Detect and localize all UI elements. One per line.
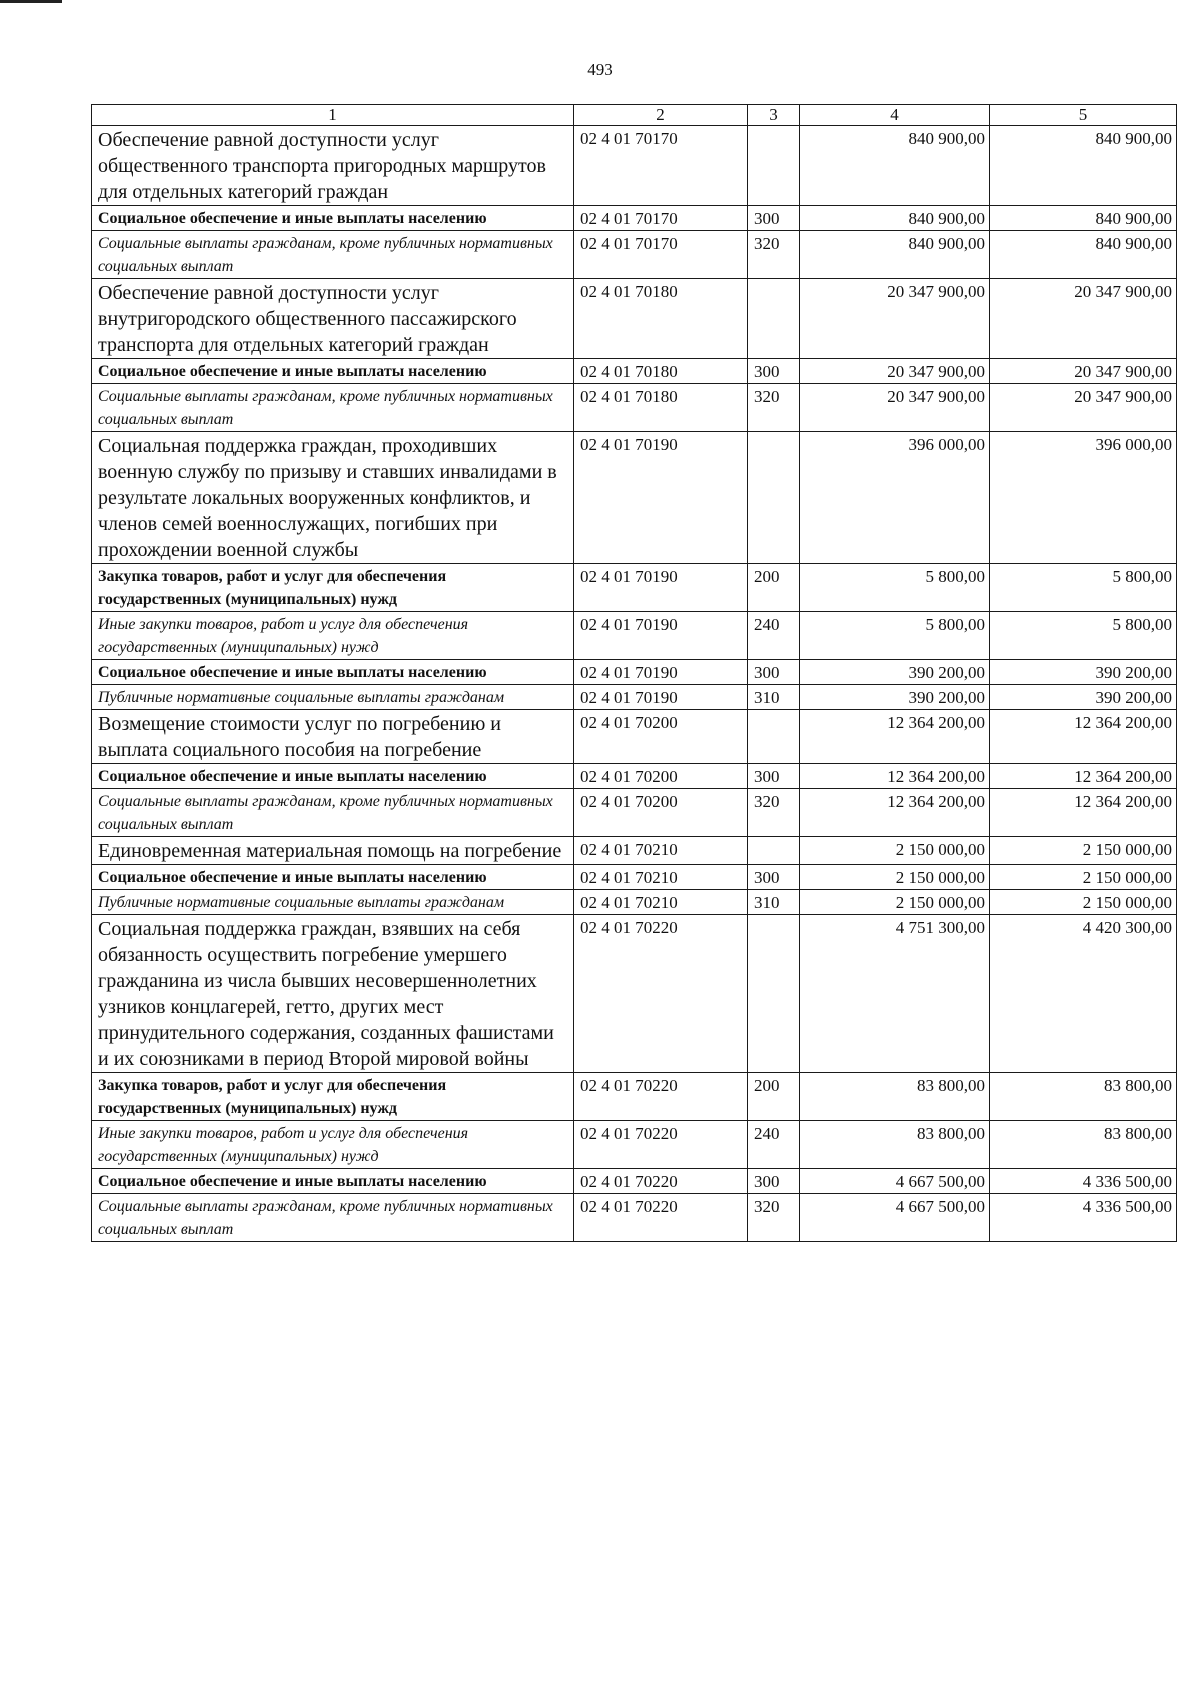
table-body [92,126,1177,1242]
table-row [92,1121,1177,1169]
cell-amount-year-1: 4 751 300,00 [800,915,990,1073]
cell-code: 02 4 01 70180 [574,384,748,432]
cell-code: 02 4 01 70190 [574,685,748,710]
cell-amount-year-1: 5 800,00 [800,564,990,612]
table-row [92,231,1177,279]
cell-name: Обеспечение равной доступности услуг внутригородского общественного пассажирского транспорта для отдельных категорий граждан [92,279,574,359]
header-col-1: 1 [92,105,574,126]
cell-code: 02 4 01 70170 [574,206,748,231]
cell-amount-year-2: 2 150 000,00 [990,890,1177,915]
cell-name: Социальное обеспечение и иные выплаты населению [92,764,574,789]
cell-expense-type: 320 [748,1194,800,1242]
header-row [92,105,1177,126]
cell-name: Социальное обеспечение и иные выплаты населению [92,660,574,685]
cell-amount-year-1: 840 900,00 [800,231,990,279]
cell-name: Социальные выплаты гражданам, кроме публичных нормативных социальных выплат [92,384,574,432]
cell-name: Обеспечение равной доступности услуг общественного транспорта пригородных маршрутов для отдельных категорий граждан [92,126,574,206]
cell-name: Социальные выплаты гражданам, кроме публичных нормативных социальных выплат [92,231,574,279]
cell-amount-year-2: 390 200,00 [990,685,1177,710]
cell-amount-year-1: 2 150 000,00 [800,890,990,915]
cell-expense-type [748,915,800,1073]
cell-name: Социальные выплаты гражданам, кроме публичных нормативных социальных выплат [92,1194,574,1242]
cell-expense-type: 300 [748,359,800,384]
cell-name: Социальные выплаты гражданам, кроме публичных нормативных социальных выплат [92,789,574,837]
cell-expense-type: 310 [748,685,800,710]
cell-amount-year-1: 83 800,00 [800,1121,990,1169]
cell-name: Иные закупки товаров, работ и услуг для обеспечения государственных (муниципальных) нужд [92,612,574,660]
cell-expense-type: 300 [748,206,800,231]
cell-amount-year-1: 396 000,00 [800,432,990,564]
table-row [92,789,1177,837]
table-header [92,105,1177,126]
cell-amount-year-1: 12 364 200,00 [800,789,990,837]
cell-name: Единовременная материальная помощь на погребение [92,837,574,865]
cell-name: Публичные нормативные социальные выплаты гражданам [92,890,574,915]
cell-expense-type [748,432,800,564]
cell-expense-type: 300 [748,865,800,890]
table-row [92,837,1177,865]
cell-expense-type: 310 [748,890,800,915]
budget-table [91,104,1177,1242]
table-row [92,279,1177,359]
cell-name: Иные закупки товаров, работ и услуг для обеспечения государственных (муниципальных) нужд [92,1121,574,1169]
cell-code: 02 4 01 70200 [574,789,748,837]
cell-code: 02 4 01 70170 [574,231,748,279]
cell-name: Публичные нормативные социальные выплаты гражданам [92,685,574,710]
table-row [92,710,1177,764]
cell-amount-year-2: 840 900,00 [990,126,1177,206]
cell-code: 02 4 01 70190 [574,432,748,564]
cell-name: Социальное обеспечение и иные выплаты населению [92,206,574,231]
cell-amount-year-2: 83 800,00 [990,1073,1177,1121]
header-col-2: 2 [574,105,748,126]
cell-amount-year-2: 2 150 000,00 [990,837,1177,865]
table-row [92,432,1177,564]
cell-expense-type: 200 [748,1073,800,1121]
table-row [92,206,1177,231]
table-row [92,1194,1177,1242]
cell-expense-type: 320 [748,384,800,432]
cell-amount-year-1: 390 200,00 [800,685,990,710]
cell-expense-type [748,837,800,865]
cell-code: 02 4 01 70210 [574,837,748,865]
cell-amount-year-2: 20 347 900,00 [990,279,1177,359]
cell-amount-year-2: 5 800,00 [990,612,1177,660]
cell-code: 02 4 01 70190 [574,660,748,685]
scan-corner-mark [0,0,62,3]
table-row [92,915,1177,1073]
cell-code: 02 4 01 70210 [574,890,748,915]
cell-amount-year-2: 12 364 200,00 [990,789,1177,837]
table-row [92,1073,1177,1121]
cell-name: Закупка товаров, работ и услуг для обеспечения государственных (муниципальных) нужд [92,1073,574,1121]
cell-name: Социальное обеспечение и иные выплаты населению [92,359,574,384]
cell-expense-type: 320 [748,789,800,837]
cell-code: 02 4 01 70190 [574,564,748,612]
cell-name: Социальная поддержка граждан, проходивших военную службу по призыву и ставших инвалидами в результате локальных вооруженных конфликтов, и членов семей военнослужащих, погибших при прохождении военной службы [92,432,574,564]
cell-expense-type: 240 [748,1121,800,1169]
cell-name: Возмещение стоимости услуг по погребению и выплата социального пособия на погребение [92,710,574,764]
cell-expense-type: 320 [748,231,800,279]
cell-amount-year-1: 12 364 200,00 [800,710,990,764]
cell-code: 02 4 01 70210 [574,865,748,890]
cell-amount-year-2: 840 900,00 [990,231,1177,279]
cell-code: 02 4 01 70190 [574,612,748,660]
header-col-5: 5 [990,105,1177,126]
cell-name: Социальное обеспечение и иные выплаты населению [92,1169,574,1194]
cell-code: 02 4 01 70180 [574,279,748,359]
page-number: 493 [587,60,613,79]
cell-code: 02 4 01 70220 [574,1169,748,1194]
cell-amount-year-1: 20 347 900,00 [800,279,990,359]
cell-expense-type [748,710,800,764]
cell-code: 02 4 01 70200 [574,710,748,764]
table-row [92,612,1177,660]
cell-name: Социальное обеспечение и иные выплаты населению [92,865,574,890]
cell-expense-type: 200 [748,564,800,612]
cell-amount-year-1: 390 200,00 [800,660,990,685]
cell-expense-type: 240 [748,612,800,660]
cell-amount-year-2: 4 336 500,00 [990,1169,1177,1194]
cell-code: 02 4 01 70170 [574,126,748,206]
table-row [92,685,1177,710]
cell-amount-year-1: 2 150 000,00 [800,865,990,890]
table-row [92,660,1177,685]
cell-amount-year-2: 5 800,00 [990,564,1177,612]
cell-amount-year-2: 840 900,00 [990,206,1177,231]
cell-expense-type [748,126,800,206]
cell-amount-year-1: 2 150 000,00 [800,837,990,865]
table-row [92,359,1177,384]
cell-amount-year-1: 840 900,00 [800,126,990,206]
table-row [92,126,1177,206]
cell-amount-year-1: 83 800,00 [800,1073,990,1121]
cell-amount-year-2: 20 347 900,00 [990,384,1177,432]
table-row [92,764,1177,789]
cell-code: 02 4 01 70220 [574,1121,748,1169]
cell-amount-year-2: 396 000,00 [990,432,1177,564]
cell-code: 02 4 01 70180 [574,359,748,384]
cell-amount-year-2: 12 364 200,00 [990,710,1177,764]
cell-expense-type: 300 [748,764,800,789]
cell-amount-year-1: 4 667 500,00 [800,1194,990,1242]
header-col-4: 4 [800,105,990,126]
cell-amount-year-2: 390 200,00 [990,660,1177,685]
cell-amount-year-2: 4 336 500,00 [990,1194,1177,1242]
cell-amount-year-2: 12 364 200,00 [990,764,1177,789]
cell-code: 02 4 01 70220 [574,1073,748,1121]
table-row [92,1169,1177,1194]
cell-amount-year-1: 20 347 900,00 [800,359,990,384]
cell-amount-year-2: 4 420 300,00 [990,915,1177,1073]
cell-name: Закупка товаров, работ и услуг для обеспечения государственных (муниципальных) нужд [92,564,574,612]
header-col-3: 3 [748,105,800,126]
table-row [92,865,1177,890]
cell-amount-year-2: 20 347 900,00 [990,359,1177,384]
table-row [92,890,1177,915]
cell-expense-type [748,279,800,359]
cell-amount-year-1: 12 364 200,00 [800,764,990,789]
cell-amount-year-2: 83 800,00 [990,1121,1177,1169]
cell-expense-type: 300 [748,660,800,685]
cell-expense-type: 300 [748,1169,800,1194]
cell-name: Социальная поддержка граждан, взявших на себя обязанность осуществить погребение умершего гражданина из числа бывших несовершеннолетних узников концлагерей, гетто, других мест принудительного содержания, созданных фашистами и их союзниками в период Второй мировой войны [92,915,574,1073]
cell-code: 02 4 01 70200 [574,764,748,789]
cell-amount-year-1: 20 347 900,00 [800,384,990,432]
table-row [92,564,1177,612]
cell-code: 02 4 01 70220 [574,915,748,1073]
cell-amount-year-1: 840 900,00 [800,206,990,231]
table-row [92,384,1177,432]
cell-amount-year-1: 4 667 500,00 [800,1169,990,1194]
cell-code: 02 4 01 70220 [574,1194,748,1242]
cell-amount-year-2: 2 150 000,00 [990,865,1177,890]
cell-amount-year-1: 5 800,00 [800,612,990,660]
